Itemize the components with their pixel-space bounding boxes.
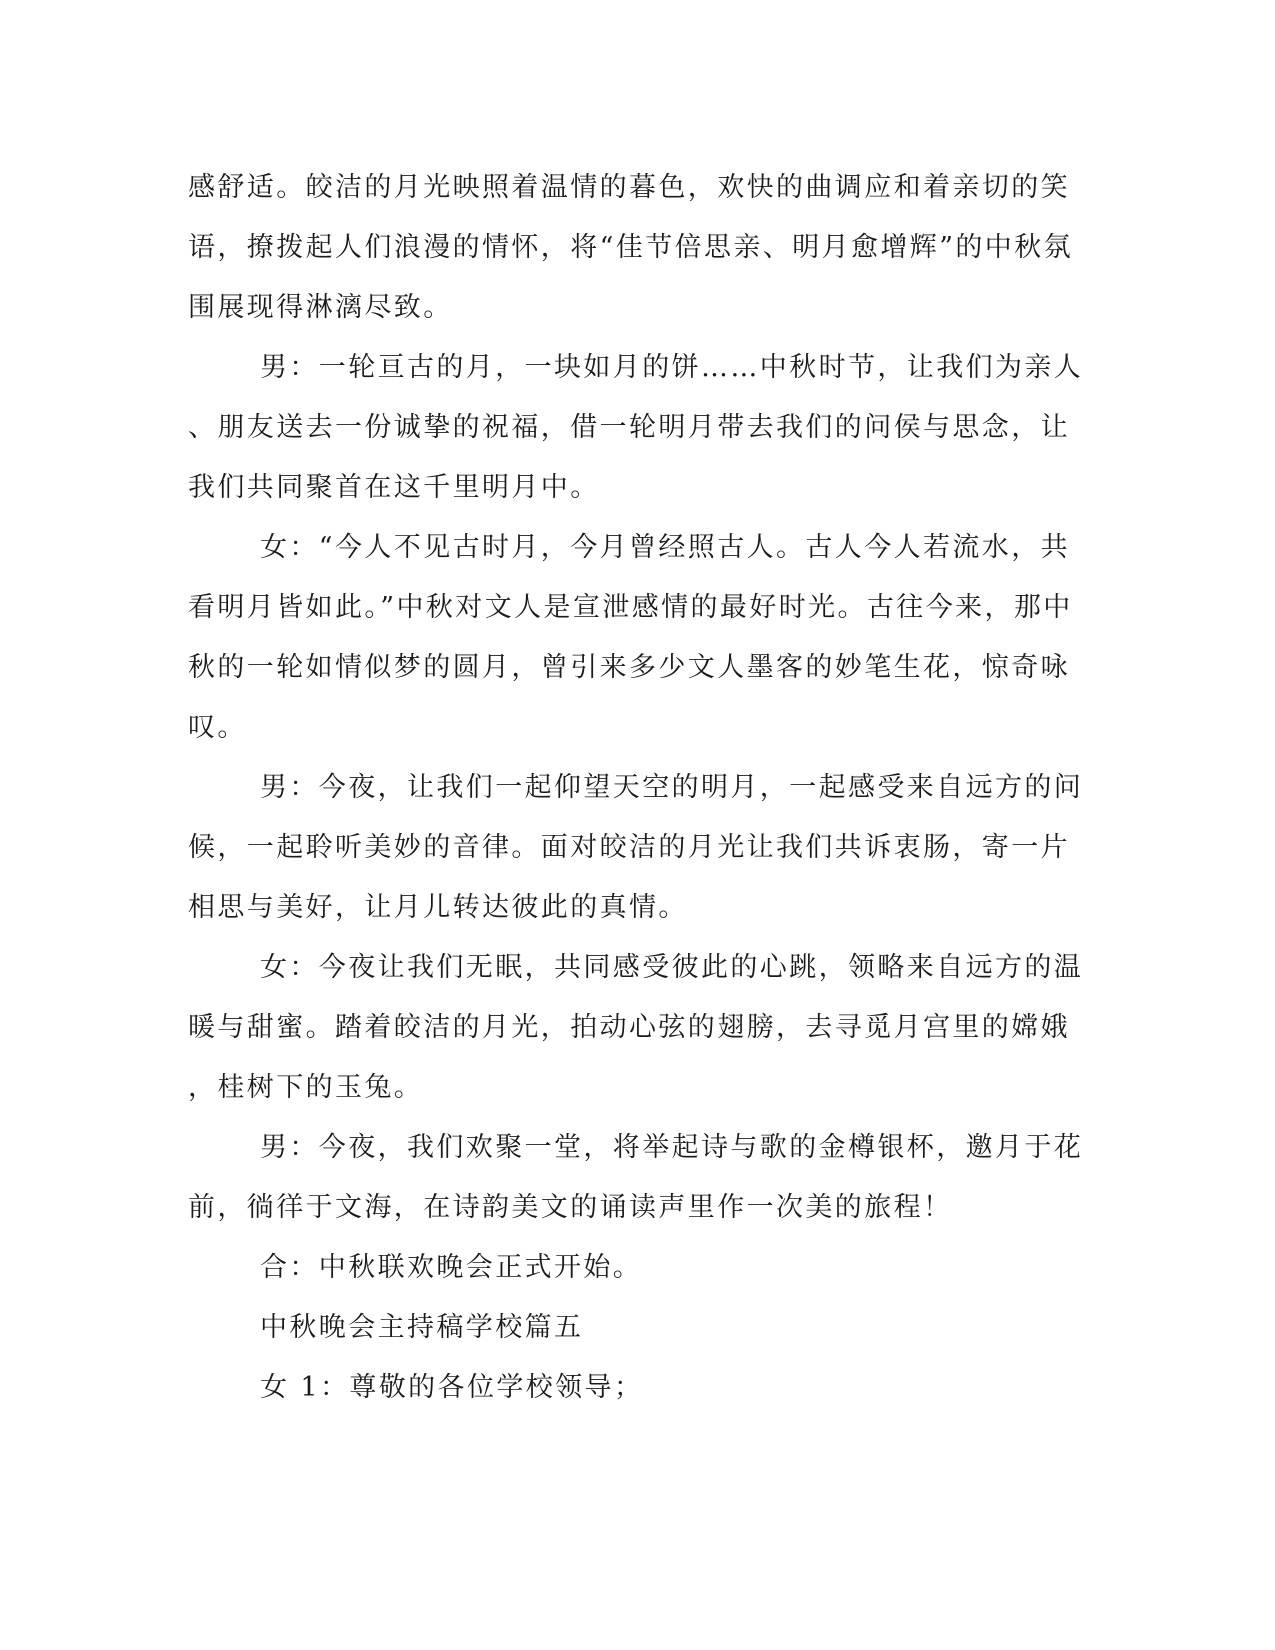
text-line: 候，一起聆听美妙的音律。面对皎洁的月光让我们共诉衷肠，寄一片 bbox=[188, 832, 1070, 863]
text-line: ，桂树下的玉兔。 bbox=[188, 1072, 424, 1103]
section-heading: 中秋晚会主持稿学校篇五 bbox=[260, 1312, 584, 1343]
text-line: 暖与甜蜜。踏着皎洁的月光，拍动心弦的翅膀，去寻觅月宫里的嫦娥 bbox=[188, 1012, 1070, 1043]
text-line: 、朋友送去一份诚挚的祝福，借一轮明月带去我们的问侯与思念，让 bbox=[188, 412, 1070, 443]
text-line: 前，徜徉于文海，在诗韵美文的诵读声里作一次美的旅程！ bbox=[188, 1192, 953, 1223]
text-line: 语，撩拨起人们浪漫的情怀，将“佳节倍思亲、明月愈增辉”的中秋氛 bbox=[188, 232, 1074, 263]
text-line: 围展现得淋漓尽致。 bbox=[188, 292, 453, 323]
text-line: 男：今夜，让我们一起仰望天空的明月，一起感受来自远方的问 bbox=[260, 772, 1084, 803]
text-line: 男：一轮亘古的月，一块如月的饼……中秋时节，让我们为亲人 bbox=[260, 352, 1084, 383]
text-line: 叹。 bbox=[188, 712, 247, 743]
text-line: 合：中秋联欢晚会正式开始。 bbox=[260, 1252, 643, 1283]
text-line: 秋的一轮如情似梦的圆月，曾引来多少文人墨客的妙笔生花，惊奇咏 bbox=[188, 652, 1070, 683]
text-line: 女：今夜让我们无眠，共同感受彼此的心跳，领略来自远方的温 bbox=[260, 952, 1084, 983]
document-body bbox=[188, 158, 1084, 1418]
text-line: 男：今夜，我们欢聚一堂，将举起诗与歌的金樽银杯，邀月于花 bbox=[260, 1132, 1084, 1163]
text-line: 我们共同聚首在这千里明月中。 bbox=[188, 472, 600, 503]
text-line: 女：“今人不见古时月，今月曾经照古人。古人今人若流水，共 bbox=[260, 532, 1071, 563]
text-line: 看明月皆如此。”中秋对文人是宣泄感情的最好时光。古往今来，那中 bbox=[188, 592, 1073, 623]
text-line: 女 1：尊敬的各位学校领导； bbox=[260, 1372, 644, 1403]
text-line: 相思与美好，让月儿转达彼此的真情。 bbox=[188, 892, 688, 923]
text-line: 感舒适。皎洁的月光映照着温情的暮色，欢快的曲调应和着亲切的笑 bbox=[188, 172, 1070, 203]
